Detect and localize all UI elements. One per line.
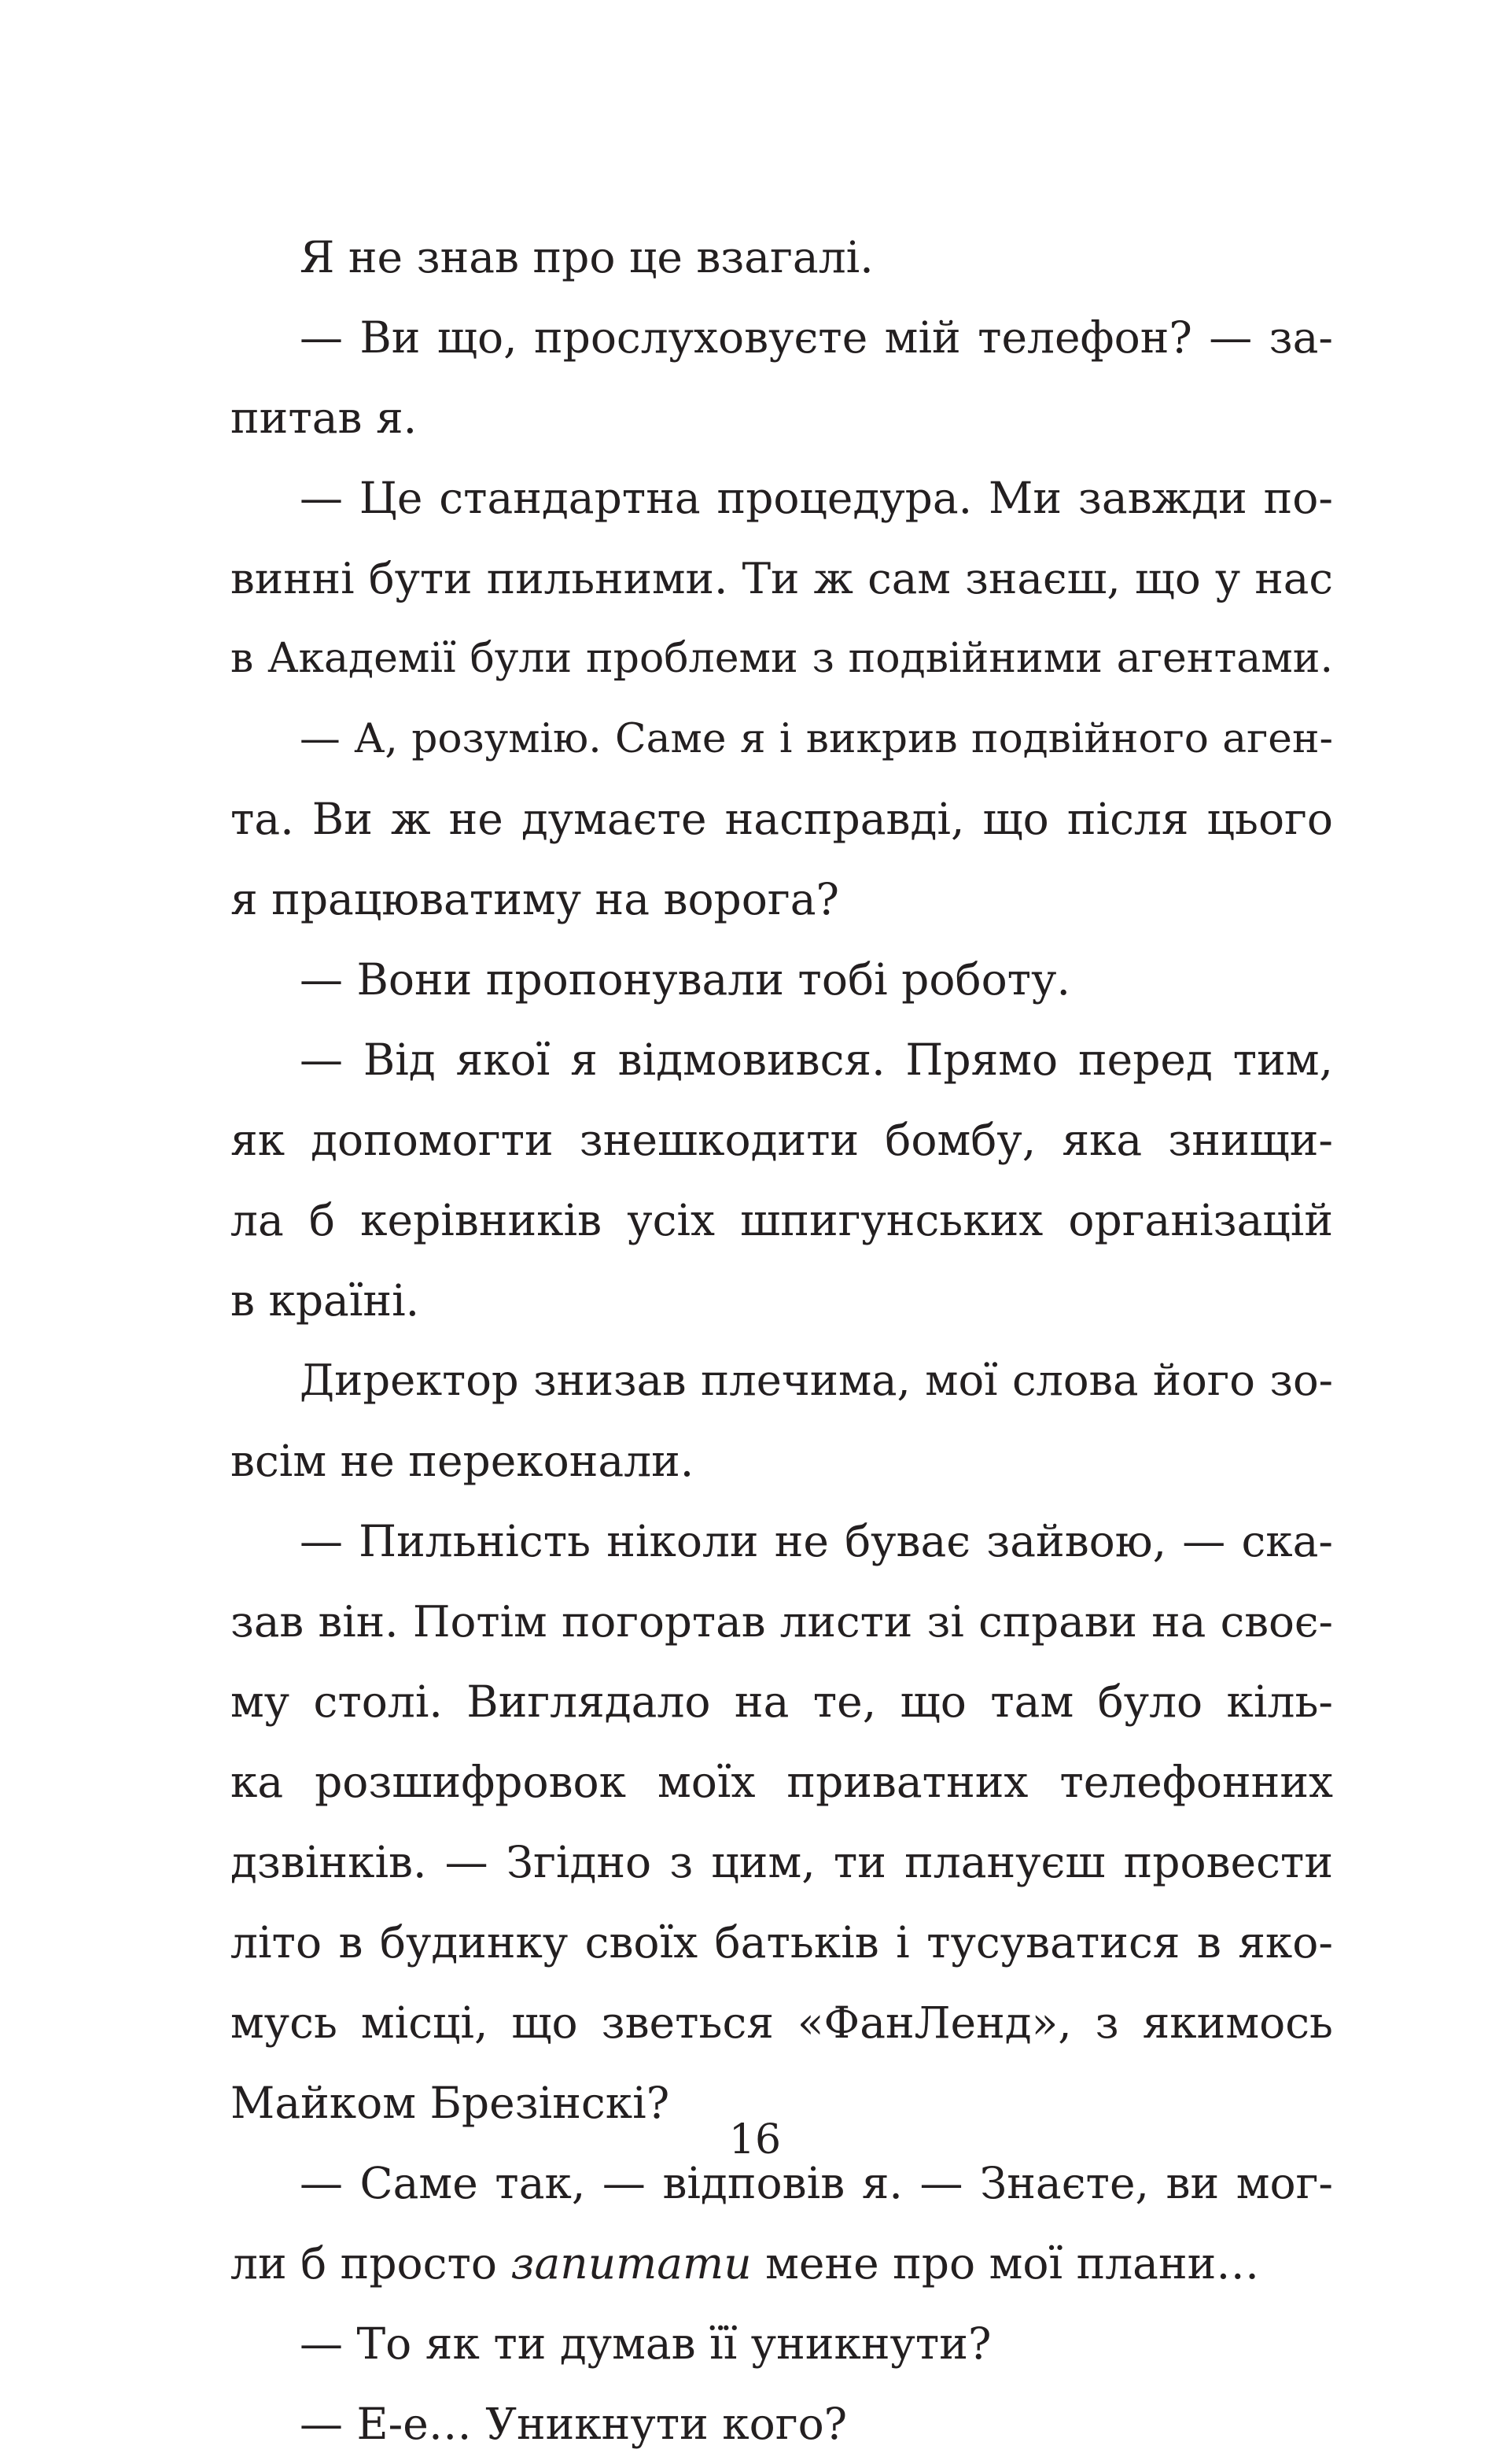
text-line: — То як ти думав її уникнути? — [300, 2318, 992, 2369]
emphasized-word: запитати — [510, 2238, 752, 2289]
text-line: мусь місці, що зветься «ФанЛенд», з якимось — [230, 1997, 1333, 2048]
text-line — [230, 2223, 1333, 2304]
text-line: — Від якої я відмовився. Прямо перед тим, — [300, 1035, 1333, 1085]
text-line: та. Ви ж не думаєте насправді, що після цього — [230, 794, 1333, 844]
text-line: я працюватиму на ворога? — [230, 874, 839, 924]
text-line: питав я. — [230, 393, 418, 443]
text-line: літо в будинку своїх батьків і тусуватися в яко- — [230, 1917, 1333, 1968]
text-line: ла б керівників усіх шпигунських організацій — [230, 1195, 1333, 1245]
text-line: ка розшифровок моїх приватних телефонних — [230, 1757, 1333, 1807]
text-line: — Е-е… Уникнути кого? — [300, 2399, 848, 2449]
text-line: зав він. Потім погортав листи зі справи на своє- — [230, 1596, 1333, 1647]
text-line: — Пильність ніколи не буває зайвою, — ска- — [300, 1516, 1333, 1566]
text-segment: ли б просто — [230, 2238, 511, 2289]
text-line: дзвінків. — Згідно з цим, ти плануєш провести — [230, 1837, 1333, 1887]
text-line: — Ви що, прослуховуєте мій телефон? — за- — [300, 312, 1333, 363]
text-line: — Саме так, — відповів я. — Знаєте, ви мог- — [300, 2158, 1333, 2208]
text-line: Директор знизав плечима, мої слова його зо- — [300, 1356, 1333, 1405]
text-line: всім не переконали. — [230, 1436, 694, 1486]
page-number: 16 — [728, 2116, 782, 2163]
text-line: винні бути пильними. Ти ж сам знаєш, що у нас — [230, 553, 1333, 603]
text-line: — Це стандартна процедура. Ми завжди по- — [300, 473, 1333, 523]
text-line: — Вони пропонували тобі роботу. — [300, 954, 1070, 1005]
text-line: в Академії були проблеми з подвійними агентами. — [230, 635, 1333, 682]
text-line: в країні. — [230, 1275, 420, 1326]
text-line: як допомогти знешкодити бомбу, яка знищи- — [230, 1115, 1333, 1165]
text-line: Я не знав про це взагалі. — [300, 232, 874, 282]
text-line: му столі. Виглядало на те, що там було кіль- — [230, 1676, 1333, 1727]
text-line: Майком Брезінскі? — [230, 2078, 670, 2128]
text-segment: мене про мої плани… — [751, 2238, 1260, 2289]
text-line: — А, розумію. Саме я і викрив подвійного аген- — [300, 715, 1333, 762]
